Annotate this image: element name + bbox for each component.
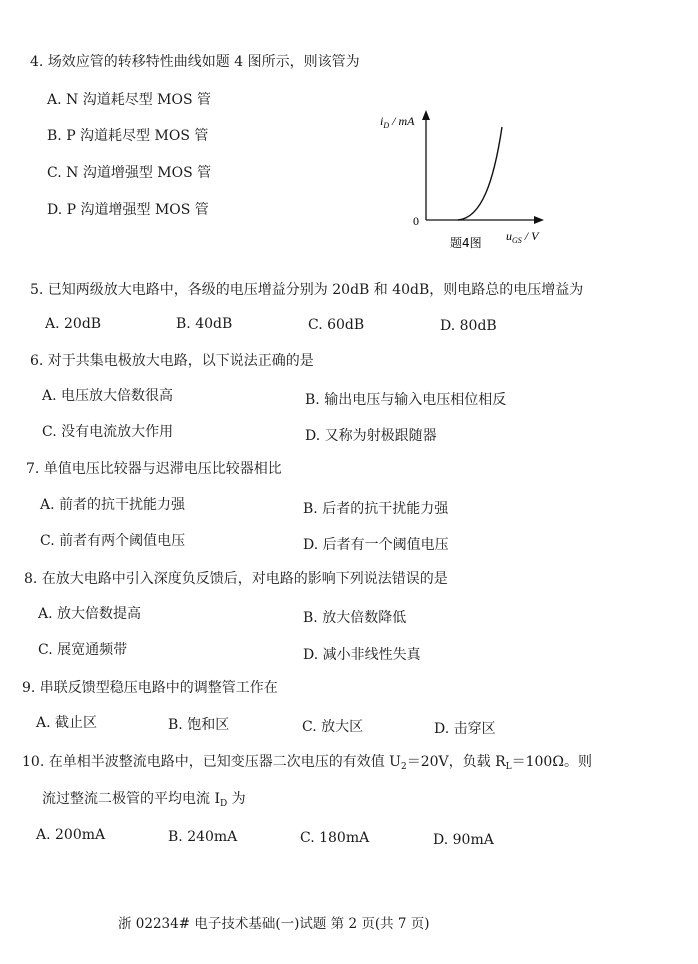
question-9-option-b: B. 饱和区 [168,717,230,733]
question-8-stem: 8. 在放大电路中引入深度负反馈后，对电路的影响下列说法错误的是 [24,571,448,587]
question-7-option-a: A. 前者的抗干扰能力强 [40,497,186,513]
question-9-option-a: A. 截止区 [36,715,98,731]
question-7-option-c: C. 前者有两个阈值电压 [40,533,186,549]
y-axis-arrow [422,110,430,120]
question-10-option-b: B. 240mA [168,829,238,845]
question-4-option-c: C. N 沟道增强型 MOS 管 [47,165,212,181]
transfer-curve [458,127,502,220]
question-8-option-c: C. 展宽通频带 [38,642,128,658]
question-10-option-a: A. 200mA [36,827,106,843]
question-6-option-d: D. 又称为射极跟随器 [305,428,437,444]
question-6-option-c: C. 没有电流放大作用 [42,424,174,440]
question-5-option-b: B. 40dB [176,316,233,332]
question-4-option-d: D. P 沟道增强型 MOS 管 [47,202,209,218]
page-footer: 浙 02234# 电子技术基础(一)试题 第 2 页(共 7 页) [118,916,430,932]
question-9-stem: 9. 串联反馈型稳压电路中的调整管工作在 [22,680,278,696]
origin-label: 0 [413,214,419,228]
question-6-option-b: B. 输出电压与输入电压相位相反 [305,392,507,408]
question-8-option-d: D. 减小非线性失真 [303,647,421,663]
y-axis-label: $i_D$ / mA [380,114,415,130]
question-9-option-d: D. 击穿区 [434,721,496,737]
question-7-option-b: B. 后者的抗干扰能力强 [303,501,449,517]
question-5-option-c: C. 60dB [308,317,365,333]
question-9-option-c: C. 放大区 [302,719,364,735]
question-10-stem-line-2: 流过整流二极管的平均电流 $I_D$ 为 [42,791,246,809]
question-10-stem-line-1: 10. 在单相半波整流电路中，已知变压器二次电压的有效值 $U_2=20V$，负载 $R_L=100\Omega$。则 [22,754,592,772]
question-6-stem: 6. 对于共集电极放大电路，以下说法正确的是 [30,353,314,369]
question-10-option-c: C. 180mA [300,830,370,846]
figure-4-svg [370,105,570,255]
x-axis-arrow [534,216,544,224]
question-8-option-a: A. 放大倍数提高 [38,606,142,622]
question-4-option-b: B. P 沟道耗尽型 MOS 管 [47,128,209,144]
question-7-option-d: D. 后者有一个阈值电压 [303,537,449,553]
question-6-option-a: A. 电压放大倍数很高 [42,388,174,404]
question-5-option-d: D. 80dB [440,318,497,334]
question-7-stem: 7. 单值电压比较器与迟滞电压比较器相比 [26,461,282,477]
question-5-stem: 5. 已知两级放大电路中，各级的电压增益分别为 20dB 和 40dB，则电路总的电压增益为 [30,282,584,298]
question-4-stem: 4. 场效应管的转移特性曲线如题 4 图所示，则该管为 [30,54,360,70]
figure-4-caption: 题4图 [450,236,482,250]
x-axis-label: $u_{GS}$ / V [506,229,539,245]
question-10-option-d: D. 90mA [433,832,494,848]
question-5-option-a: A. 20dB [45,316,102,332]
question-4-option-a: A. N 沟道耗尽型 MOS 管 [47,92,212,108]
figure-4-transfer-curve [370,105,570,255]
question-8-option-b: B. 放大倍数降低 [303,610,407,626]
